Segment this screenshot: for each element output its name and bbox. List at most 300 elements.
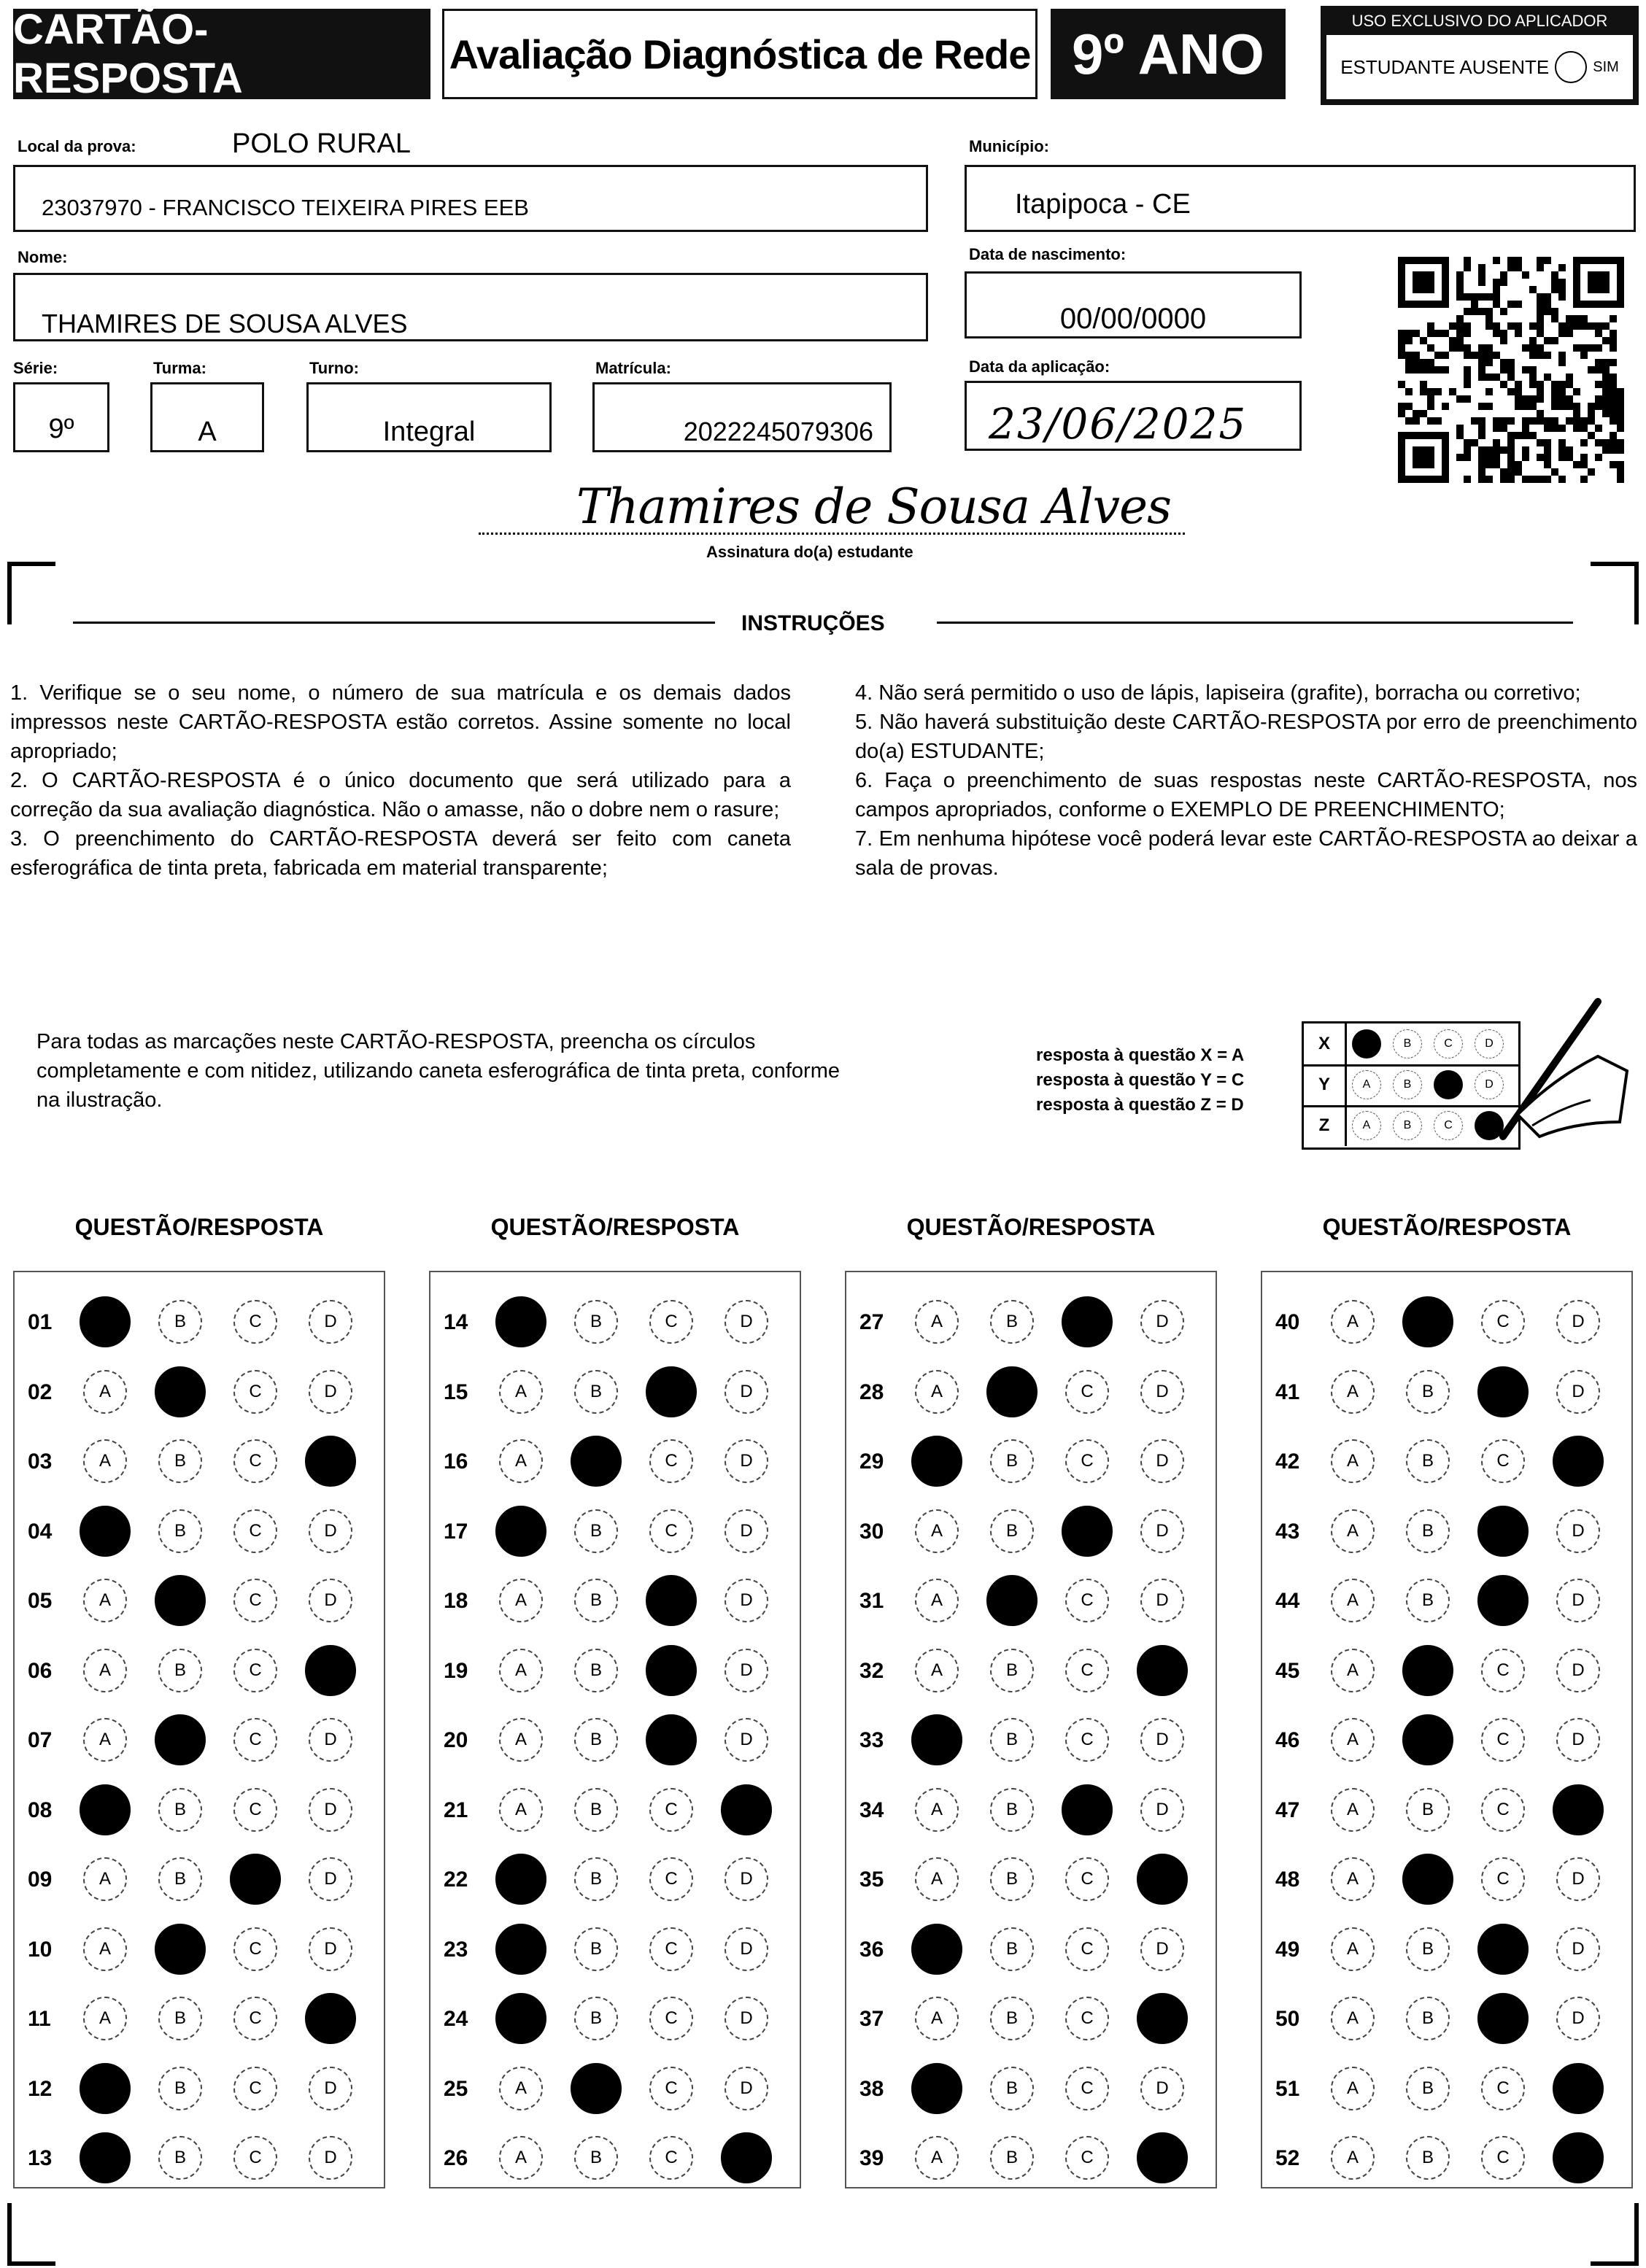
absent-checkbox[interactable] <box>1555 51 1587 83</box>
question-number: 29 <box>859 1450 884 1474</box>
answer-row <box>15 2136 384 2180</box>
answer-row <box>846 1788 1216 1832</box>
example-question: Y <box>1304 1064 1347 1105</box>
answer-bubble-d[interactable]: D <box>309 1927 352 1971</box>
question-number: 01 <box>28 1310 53 1334</box>
answer-bubble-d[interactable]: D <box>309 1370 352 1414</box>
corner-bottom-right <box>1591 2203 1639 2266</box>
answer-bubble-c[interactable] <box>1062 1784 1113 1835</box>
answer-bubble-c[interactable]: C <box>233 1649 277 1692</box>
answer-bubble-a[interactable]: A <box>915 1579 959 1622</box>
answer-bubble-a[interactable] <box>495 1924 546 1975</box>
answer-bubble-c[interactable]: C <box>1481 1300 1525 1344</box>
question-number: 44 <box>1275 1589 1300 1613</box>
absent-label: ESTUDANTE AUSENTE <box>1340 55 1550 78</box>
signature-label: Assinatura do(a) estudante <box>706 543 913 561</box>
answer-row <box>430 2136 800 2180</box>
answer-bubble-b[interactable]: B <box>1406 1509 1450 1553</box>
answer-bubble-c[interactable] <box>1477 1924 1529 1975</box>
answer-bubble-b[interactable]: B <box>990 1997 1034 2040</box>
question-number: 33 <box>859 1728 884 1752</box>
answer-bubble-b[interactable]: B <box>158 1649 202 1692</box>
answer-bubble-c[interactable]: C <box>1481 2067 1525 2110</box>
answer-bubble-c[interactable] <box>646 1645 697 1696</box>
question-number: 35 <box>859 1868 884 1892</box>
answer-bubble-a[interactable]: A <box>1331 1300 1375 1344</box>
legend-y: resposta à questão Y = C <box>1036 1070 1245 1090</box>
answer-bubble-d[interactable]: D <box>1140 1579 1184 1622</box>
answer-row <box>1262 1300 1631 1344</box>
answer-row <box>1262 2067 1631 2110</box>
answer-bubble-b[interactable]: B <box>574 1579 618 1622</box>
answer-bubble-a[interactable]: A <box>915 1857 959 1901</box>
answer-bubble-a[interactable] <box>80 1784 131 1835</box>
answer-bubble-c[interactable]: C <box>649 1788 693 1832</box>
answer-row <box>15 1649 384 1692</box>
answer-bubble-c[interactable]: C <box>233 1300 277 1344</box>
answer-bubble-a[interactable]: A <box>915 1509 959 1553</box>
answer-bubble-b[interactable]: B <box>990 1788 1034 1832</box>
answer-bubble-a[interactable]: A <box>83 1579 127 1622</box>
answer-bubble-d[interactable]: D <box>1556 1300 1600 1344</box>
question-number: 07 <box>28 1728 53 1752</box>
answer-bubble-c[interactable]: C <box>1065 1857 1109 1901</box>
answer-bubble-a[interactable] <box>911 1714 962 1765</box>
answer-bubble-c[interactable]: C <box>1065 2067 1109 2110</box>
question-number: 27 <box>859 1310 884 1334</box>
answer-bubble-d[interactable]: D <box>309 1718 352 1762</box>
question-number: 06 <box>28 1658 53 1683</box>
answer-column <box>1261 1271 1633 2188</box>
example-bubble: D <box>1475 1070 1504 1099</box>
question-number: 42 <box>1275 1450 1300 1474</box>
question-number: 03 <box>28 1450 53 1474</box>
local-value: POLO RURAL <box>232 128 411 159</box>
answer-bubble-d[interactable]: D <box>1140 2067 1184 2110</box>
answer-row <box>430 1649 800 1692</box>
answer-bubble-d[interactable]: D <box>725 1649 768 1692</box>
answer-bubble-c[interactable]: C <box>1065 2136 1109 2180</box>
answer-bubble-c[interactable] <box>1477 1575 1529 1626</box>
answer-bubble-d[interactable] <box>1553 2063 1604 2114</box>
signature-value: Thamires de Sousa Alves <box>576 479 1171 535</box>
answer-bubble-c[interactable]: C <box>1065 1927 1109 1971</box>
answer-bubble-d[interactable]: D <box>1556 1718 1600 1762</box>
answer-bubble-b[interactable]: B <box>990 1439 1034 1483</box>
example-text: Para todas as marcações neste CARTÃO-RESPOSTA, preencha os círculos completamente e com nitidez, utilizando caneta esferográfica de tinta preta, conforme na ilustração. <box>36 1030 840 1112</box>
answer-bubble-b[interactable] <box>1402 1296 1453 1347</box>
answer-bubble-d[interactable]: D <box>1556 1370 1600 1414</box>
answer-bubble-c[interactable]: C <box>233 1509 277 1553</box>
answer-bubble-d[interactable] <box>305 1645 356 1696</box>
answer-bubble-c[interactable]: C <box>233 1788 277 1832</box>
question-number: 26 <box>444 2146 468 2170</box>
question-number: 09 <box>28 1868 53 1892</box>
answer-row <box>15 2067 384 2110</box>
answer-bubble-a[interactable]: A <box>83 1649 127 1692</box>
answer-bubble-d[interactable]: D <box>1140 1300 1184 1344</box>
question-number: 31 <box>859 1589 884 1613</box>
answer-bubble-a[interactable]: A <box>83 1997 127 2040</box>
instructions-title: INSTRUÇÕES <box>741 611 885 635</box>
aplicacao-label: Data da aplicação: <box>969 357 1110 376</box>
instructions-rule-left <box>73 622 715 624</box>
example-row <box>1304 1064 1518 1107</box>
answer-bubble-b[interactable]: B <box>990 1509 1034 1553</box>
answer-bubble-d[interactable]: D <box>309 1579 352 1622</box>
answer-bubble-d[interactable]: D <box>1556 1927 1600 1971</box>
answer-bubble-a[interactable]: A <box>499 1718 543 1762</box>
answer-bubble-b[interactable]: B <box>158 2067 202 2110</box>
qr-code-graphic <box>1398 257 1624 483</box>
answer-row <box>15 1370 384 1414</box>
answer-bubble-b[interactable] <box>155 1924 206 1975</box>
answer-bubble-b[interactable]: B <box>574 1300 618 1344</box>
answer-bubble-d[interactable] <box>1137 1645 1188 1696</box>
answer-bubble-c[interactable]: C <box>233 1579 277 1622</box>
answer-bubble-b[interactable]: B <box>1406 1927 1450 1971</box>
answer-row <box>1262 1857 1631 1901</box>
answer-row <box>846 1509 1216 1553</box>
answer-bubble-a[interactable] <box>80 2132 131 2183</box>
answer-row <box>430 1927 800 1971</box>
answer-row <box>1262 2136 1631 2180</box>
answer-bubble-b[interactable]: B <box>990 1927 1034 1971</box>
answer-bubble-c[interactable]: C <box>1065 1718 1109 1762</box>
answer-bubble-c[interactable]: C <box>649 2136 693 2180</box>
answer-bubble-a[interactable]: A <box>1331 1370 1375 1414</box>
answer-bubble-a[interactable] <box>495 1993 546 2044</box>
answer-bubble-c[interactable] <box>646 1714 697 1765</box>
answer-bubble-b[interactable]: B <box>990 1857 1034 1901</box>
answer-bubble-c[interactable]: C <box>1065 1997 1109 2040</box>
answer-bubble-a[interactable]: A <box>915 2136 959 2180</box>
answer-bubble-a[interactable] <box>80 1296 131 1347</box>
corner-bottom-left <box>7 2203 55 2266</box>
answer-row <box>15 1927 384 1971</box>
answer-bubble-c[interactable]: C <box>649 1857 693 1901</box>
answer-bubble-c[interactable] <box>1062 1506 1113 1557</box>
answer-row <box>430 1300 800 1344</box>
question-column-header: QUESTÃO/RESPOSTA <box>906 1214 1156 1240</box>
question-number: 45 <box>1275 1658 1300 1683</box>
nascimento-field <box>965 271 1302 338</box>
answer-bubble-b[interactable]: B <box>574 1370 618 1414</box>
answer-bubble-a[interactable]: A <box>83 1927 127 1971</box>
turma-field <box>150 382 264 452</box>
answer-bubble-c[interactable]: C <box>233 2067 277 2110</box>
answer-bubble-b[interactable] <box>571 1436 622 1487</box>
answer-bubble-a[interactable]: A <box>1331 2067 1375 2110</box>
answer-bubble-d[interactable]: D <box>1556 1509 1600 1553</box>
answer-bubble-d[interactable] <box>305 1436 356 1487</box>
answer-row <box>1262 1509 1631 1553</box>
answer-bubble-d[interactable]: D <box>725 1857 768 1901</box>
answer-bubble-b[interactable] <box>155 1366 206 1417</box>
answer-bubble-c[interactable]: C <box>1481 1857 1525 1901</box>
answer-bubble-d[interactable] <box>721 1784 772 1835</box>
answer-row <box>15 1300 384 1344</box>
answer-bubble-c[interactable]: C <box>233 1370 277 1414</box>
answer-bubble-b[interactable]: B <box>158 1857 202 1901</box>
answer-bubble-a[interactable]: A <box>1331 1439 1375 1483</box>
answer-bubble-c[interactable]: C <box>649 1927 693 1971</box>
answer-bubble-a[interactable] <box>80 2063 131 2114</box>
answer-bubble-a[interactable]: A <box>499 1370 543 1414</box>
answer-bubble-d[interactable]: D <box>309 2067 352 2110</box>
nome-label: Nome: <box>18 248 68 266</box>
answer-bubble-c[interactable]: C <box>1481 1649 1525 1692</box>
question-number: 38 <box>859 2076 884 2101</box>
example-bubble: A <box>1352 1070 1381 1099</box>
answer-bubble-c[interactable]: C <box>1065 1579 1109 1622</box>
answer-bubble-b[interactable]: B <box>158 2136 202 2180</box>
turno-field <box>306 382 552 452</box>
nome-value: THAMIRES DE SOUSA ALVES <box>42 309 408 338</box>
answer-bubble-d[interactable]: D <box>309 1788 352 1832</box>
serie-label: Série: <box>13 359 58 377</box>
answer-bubble-c[interactable] <box>1477 1506 1529 1557</box>
answer-bubble-a[interactable] <box>911 1436 962 1487</box>
answer-row <box>15 1718 384 1762</box>
answer-bubble-d[interactable]: D <box>1140 1927 1184 1971</box>
example-bubble: A <box>1352 1111 1381 1140</box>
question-number: 37 <box>859 2007 884 2031</box>
answer-bubble-b[interactable]: B <box>158 1300 202 1344</box>
nome-field <box>13 273 928 341</box>
question-number: 36 <box>859 1937 884 1962</box>
corner-top-left <box>7 562 55 624</box>
answer-bubble-a[interactable] <box>495 1854 546 1905</box>
answer-bubble-c[interactable]: C <box>649 1439 693 1483</box>
answer-bubble-b[interactable]: B <box>990 1300 1034 1344</box>
answer-bubble-a[interactable]: A <box>83 1718 127 1762</box>
answer-bubble-b[interactable]: B <box>1406 2067 1450 2110</box>
answer-bubble-a[interactable]: A <box>915 1370 959 1414</box>
answer-bubble-b[interactable]: B <box>574 1649 618 1692</box>
answer-bubble-a[interactable]: A <box>1331 2136 1375 2180</box>
answer-row <box>430 1997 800 2040</box>
answer-bubble-a[interactable]: A <box>83 1439 127 1483</box>
answer-bubble-c[interactable] <box>1477 1993 1529 2044</box>
instructions-rule-right <box>937 622 1573 624</box>
answer-bubble-a[interactable]: A <box>1331 1857 1375 1901</box>
answer-bubble-c[interactable]: C <box>233 2136 277 2180</box>
answer-bubble-c[interactable]: C <box>1481 1718 1525 1762</box>
answer-bubble-a[interactable]: A <box>499 2136 543 2180</box>
answer-bubble-b[interactable] <box>1402 1714 1453 1765</box>
answer-bubble-b[interactable]: B <box>990 2136 1034 2180</box>
answer-bubble-d[interactable]: D <box>1140 1439 1184 1483</box>
answer-bubble-c[interactable]: C <box>1481 1788 1525 1832</box>
answer-bubble-b[interactable] <box>155 1575 206 1626</box>
answer-bubble-c[interactable]: C <box>233 1997 277 2040</box>
instructions-right <box>855 678 1637 883</box>
turma-label: Turma: <box>153 359 206 377</box>
answer-bubble-b[interactable] <box>571 2063 622 2114</box>
answer-bubble-c[interactable]: C <box>1065 1649 1109 1692</box>
answer-bubble-c[interactable]: C <box>233 1439 277 1483</box>
answer-bubble-d[interactable]: D <box>1140 1718 1184 1762</box>
answer-bubble-b[interactable]: B <box>990 1718 1034 1762</box>
answer-bubble-b[interactable]: B <box>574 1927 618 1971</box>
answer-bubble-a[interactable]: A <box>1331 1927 1375 1971</box>
question-number: 28 <box>859 1379 884 1404</box>
answer-bubble-c[interactable]: C <box>649 2067 693 2110</box>
answer-bubble-b[interactable]: B <box>158 1439 202 1483</box>
answer-bubble-d[interactable] <box>1553 2132 1604 2183</box>
answer-bubble-d[interactable] <box>1553 1784 1604 1835</box>
answer-bubble-c[interactable]: C <box>233 1927 277 1971</box>
answer-bubble-b[interactable]: B <box>1406 1439 1450 1483</box>
answer-bubble-c[interactable] <box>230 1854 281 1905</box>
answer-row <box>430 1857 800 1901</box>
answer-row <box>15 1857 384 1901</box>
question-number: 20 <box>444 1728 468 1752</box>
answer-bubble-c[interactable]: C <box>1065 1370 1109 1414</box>
answer-bubble-a[interactable] <box>911 2063 962 2114</box>
answer-bubble-a[interactable]: A <box>1331 1649 1375 1692</box>
answer-bubble-b[interactable] <box>1402 1645 1453 1696</box>
answer-bubble-d[interactable] <box>305 1993 356 2044</box>
answer-bubble-d[interactable]: D <box>725 1439 768 1483</box>
answer-bubble-d[interactable]: D <box>725 1300 768 1344</box>
answer-bubble-b[interactable]: B <box>574 2136 618 2180</box>
answer-bubble-a[interactable]: A <box>1331 1788 1375 1832</box>
answer-bubble-d[interactable]: D <box>725 1370 768 1414</box>
answer-bubble-d[interactable]: D <box>1140 1509 1184 1553</box>
question-number: 11 <box>28 2007 51 2031</box>
answer-bubble-d[interactable]: D <box>725 1997 768 2040</box>
answer-bubble-d[interactable]: D <box>725 1927 768 1971</box>
answer-bubble-d[interactable] <box>721 2132 772 2183</box>
answer-bubble-a[interactable]: A <box>915 1997 959 2040</box>
answer-bubble-b[interactable]: B <box>158 1788 202 1832</box>
answer-bubble-a[interactable] <box>495 1506 546 1557</box>
answer-bubble-b[interactable]: B <box>574 1788 618 1832</box>
answer-bubble-c[interactable]: C <box>649 1509 693 1553</box>
answer-bubble-b[interactable]: B <box>574 1509 618 1553</box>
answer-bubble-d[interactable]: D <box>1140 1788 1184 1832</box>
answer-bubble-d[interactable]: D <box>309 2136 352 2180</box>
answer-bubble-b[interactable]: B <box>990 2067 1034 2110</box>
answer-bubble-a[interactable]: A <box>499 1579 543 1622</box>
answer-bubble-a[interactable]: A <box>1331 1509 1375 1553</box>
answer-bubble-b[interactable] <box>986 1366 1038 1417</box>
question-column-header: QUESTÃO/RESPOSTA <box>490 1214 740 1240</box>
answer-bubble-b[interactable]: B <box>1406 1370 1450 1414</box>
answer-bubble-d[interactable]: D <box>309 1857 352 1901</box>
matricula-label: Matrícula: <box>595 359 671 377</box>
answer-bubble-a[interactable] <box>495 1296 546 1347</box>
answer-bubble-d[interactable]: D <box>725 1718 768 1762</box>
example-row <box>1304 1105 1518 1146</box>
answer-bubble-b[interactable] <box>1402 1854 1453 1905</box>
answer-bubble-a[interactable]: A <box>1331 1579 1375 1622</box>
answer-bubble-a[interactable]: A <box>83 1370 127 1414</box>
answer-bubble-d[interactable]: D <box>1556 1857 1600 1901</box>
answer-bubble-c[interactable]: C <box>233 1718 277 1762</box>
school-field <box>13 165 928 232</box>
answer-bubble-d[interactable] <box>1137 1993 1188 2044</box>
qr-code <box>1398 257 1624 483</box>
answer-bubble-a[interactable] <box>80 1506 131 1557</box>
answer-bubble-b[interactable]: B <box>574 1857 618 1901</box>
answer-bubble-a[interactable]: A <box>83 1857 127 1901</box>
answer-row <box>1262 1579 1631 1622</box>
answer-bubble-d[interactable]: D <box>1140 1370 1184 1414</box>
answer-bubble-d[interactable] <box>1553 1436 1604 1487</box>
example-bubble: C <box>1434 1111 1463 1140</box>
answer-bubble-d[interactable]: D <box>309 1300 352 1344</box>
answer-bubble-b[interactable]: B <box>158 1997 202 2040</box>
answer-bubble-a[interactable]: A <box>499 1649 543 1692</box>
answer-bubble-a[interactable]: A <box>915 1788 959 1832</box>
answer-bubble-a[interactable]: A <box>499 1788 543 1832</box>
answer-bubble-c[interactable]: C <box>1065 1439 1109 1483</box>
answer-bubble-a[interactable]: A <box>915 1300 959 1344</box>
answer-row <box>1262 1927 1631 1971</box>
answer-bubble-d[interactable]: D <box>1556 1579 1600 1622</box>
question-number: 05 <box>28 1589 53 1613</box>
answer-bubble-d[interactable]: D <box>309 1509 352 1553</box>
answer-bubble-c[interactable] <box>1062 1296 1113 1347</box>
instruction-2: 2. O CARTÃO-RESPOSTA é o único documento que será utilizado para a correção da sua avaliação diagnóstica. Não o amasse, não o dobre nem o rasure; <box>10 769 791 821</box>
answer-bubble-b[interactable]: B <box>1406 1997 1450 2040</box>
answer-bubble-b[interactable]: B <box>574 1997 618 2040</box>
answer-bubble-b[interactable]: B <box>1406 1788 1450 1832</box>
answer-bubble-a[interactable]: A <box>499 1439 543 1483</box>
answer-bubble-c[interactable]: C <box>1481 2136 1525 2180</box>
answer-bubble-a[interactable]: A <box>1331 1997 1375 2040</box>
answer-bubble-a[interactable]: A <box>1331 1718 1375 1762</box>
answer-bubble-b[interactable]: B <box>1406 2136 1450 2180</box>
question-number: 21 <box>444 1797 468 1822</box>
answer-bubble-a[interactable]: A <box>915 1649 959 1692</box>
answer-bubble-d[interactable]: D <box>725 2067 768 2110</box>
grade-label <box>1051 9 1286 99</box>
answer-bubble-c[interactable] <box>1477 1366 1529 1417</box>
question-number: 40 <box>1275 1310 1300 1334</box>
answer-bubble-d[interactable]: D <box>725 1509 768 1553</box>
answer-bubble-c[interactable]: C <box>649 1300 693 1344</box>
answer-bubble-d[interactable]: D <box>1556 1649 1600 1692</box>
answer-row <box>846 1300 1216 1344</box>
answer-bubble-b[interactable]: B <box>574 1718 618 1762</box>
answer-bubble-d[interactable] <box>1137 1854 1188 1905</box>
answer-bubble-c[interactable] <box>646 1575 697 1626</box>
answer-bubble-c[interactable] <box>646 1366 697 1417</box>
answer-bubble-a[interactable]: A <box>499 2067 543 2110</box>
answer-bubble-b[interactable]: B <box>990 1649 1034 1692</box>
instruction-5: 5. Não haverá substituição deste CARTÃO-RESPOSTA por erro de preenchimento do(a) ESTUDANTE; <box>855 711 1637 763</box>
answer-row <box>846 2067 1216 2110</box>
serie-value: 9º <box>48 414 74 444</box>
answer-bubble-d[interactable]: D <box>1556 1997 1600 2040</box>
answer-bubble-c[interactable]: C <box>649 1997 693 2040</box>
question-number: 15 <box>444 1379 468 1404</box>
answer-bubble-d[interactable] <box>1137 2132 1188 2183</box>
answer-bubble-b[interactable]: B <box>1406 1579 1450 1622</box>
answer-bubble-d[interactable]: D <box>725 1579 768 1622</box>
answer-row <box>1262 1997 1631 2040</box>
answer-bubble-b[interactable]: B <box>158 1509 202 1553</box>
answer-bubble-a[interactable] <box>911 1924 962 1975</box>
question-number: 17 <box>444 1519 468 1544</box>
answer-bubble-c[interactable]: C <box>1481 1439 1525 1483</box>
answer-bubble-b[interactable] <box>155 1714 206 1765</box>
answer-bubble-b[interactable] <box>986 1575 1038 1626</box>
